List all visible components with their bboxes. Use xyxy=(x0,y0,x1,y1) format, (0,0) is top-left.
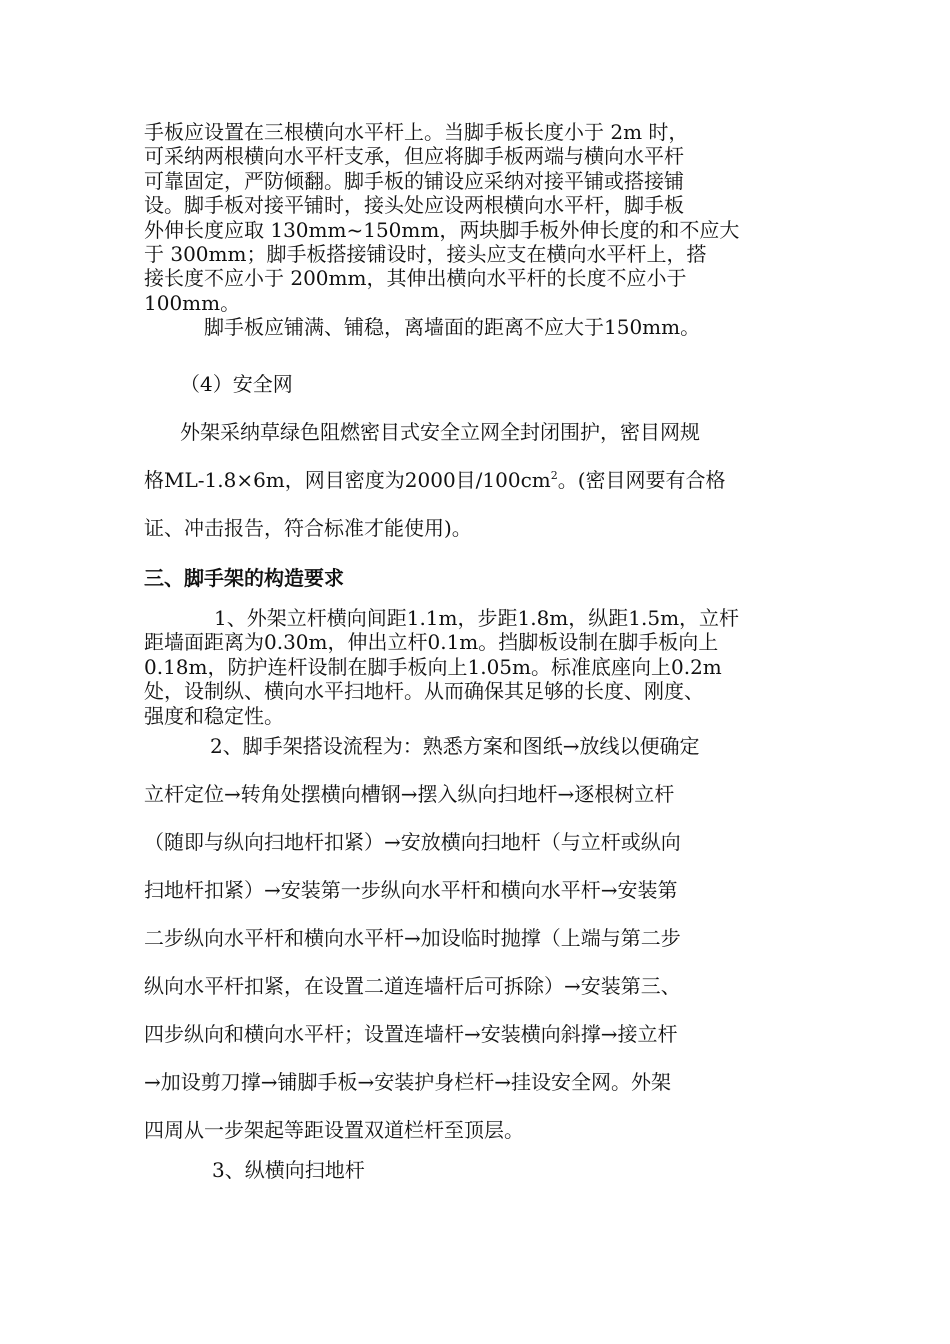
net-spec-text: 格ML-1.8×6m，网目密度为2000目/100cm xyxy=(144,468,551,492)
paragraph-scaffold-board xyxy=(144,120,806,340)
text-line: 可采纳两根横向水平杆支承，但应将脚手板两端与横向水平杆 xyxy=(144,144,684,169)
paragraph-safety-net xyxy=(144,408,806,552)
text-line: →加设剪刀撑→铺脚手板→安装护身栏杆→挂设安全网。外架 xyxy=(144,1070,672,1094)
text-line: 脚手板应铺满、铺稳，离墙面的距离不应大于150mm。 xyxy=(204,315,701,340)
text-line: 四步纵向和横向水平杆；设置连墙杆→安装横向斜撑→接立杆 xyxy=(144,1022,678,1046)
text-line: 距墙面距离为0.30m，伸出立杆0.1m。挡脚板设制在脚手板向上 xyxy=(144,630,719,655)
text-line: 二步纵向水平杆和横向水平杆→加设临时抛撑（上端与第二步 xyxy=(144,926,681,950)
text-line: 强度和稳定性。 xyxy=(144,703,284,728)
text-line: 证、冲击报告，符合标准才能使用)。 xyxy=(144,516,472,540)
text-line: 四周从一步架起等距设置双道栏杆至顶层。 xyxy=(144,1118,524,1142)
superscript: 2 xyxy=(550,469,558,482)
text-line: 外架采纳草绿色阻燃密目式安全立网全封闭围护，密目网规 xyxy=(180,420,700,444)
text-line: 外伸长度应取 130mm~150mm，两块脚手板外伸长度的和不应大 xyxy=(144,217,740,242)
safety-net-title: （4）安全网 xyxy=(180,372,293,396)
text-line: 处，设制纵、横向水平扫地杆。从而确保其足够的长度、刚度、 xyxy=(144,679,704,704)
text-line: 接长度不应小于 200mm，其伸出横向水平杆的长度不应小于 xyxy=(144,266,687,291)
text-line: 扫地杆扣紧）→安装第一步纵向水平杆和横向水平杆→安装第 xyxy=(144,878,678,902)
text-line: 0.18m，防护连杆设制在脚手板向上1.05m。标准底座向上0.2m xyxy=(144,654,722,679)
section-heading: 三、脚手架的构造要求 xyxy=(144,566,344,590)
text-line xyxy=(144,456,806,504)
text-line: 100mm。 xyxy=(144,290,241,315)
text-line: 手板应设置在三根横向水平杆上。当脚手板长度小于 2m 时， xyxy=(144,120,689,144)
net-spec-tail: 。(密目网要有合格 xyxy=(557,468,726,492)
paragraph-structure xyxy=(144,606,806,728)
text-line: 立杆定位→转角处摆横向槽钢→摆入纵向扫地杆→逐根树立杆 xyxy=(144,782,675,806)
text-line: 设。脚手板对接平铺时，接头处应设两根横向水平杆，脚手板 xyxy=(144,193,684,218)
text-line: 纵向水平杆扣紧，在设置二道连墙杆后可拆除）→安装第三、 xyxy=(144,974,681,998)
text-line: 于 300mm；脚手板搭接铺设时，接头应支在横向水平杆上，搭 xyxy=(144,242,707,267)
text-line: 可靠固定，严防倾翻。脚手板的铺设应采纳对接平铺或搭接铺 xyxy=(144,168,684,193)
text-line: 2、脚手架搭设流程为：熟悉方案和图纸→放线以便确定 xyxy=(210,734,700,758)
text-line: 1、外架立杆横向间距1.1m，步距1.8m，纵距1.5m，立杆 xyxy=(214,606,740,630)
text-line: （随即与纵向扫地杆扣紧）→安放横向扫地杆（与立杆或纵向 xyxy=(144,830,681,854)
subsection-title: 3、纵横向扫地杆 xyxy=(212,1158,365,1182)
paragraph-erection-process xyxy=(144,722,806,1154)
